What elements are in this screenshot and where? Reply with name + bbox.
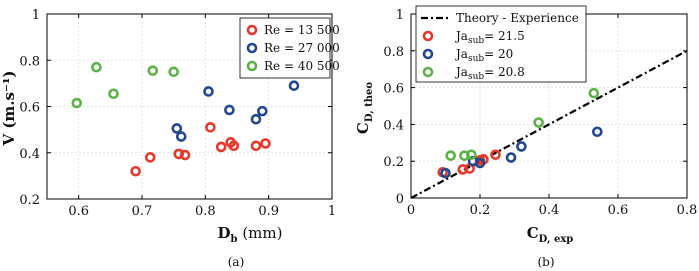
legend-label: $Ja_{sub}= 20.8$ [456,65,525,82]
data-point [535,119,543,127]
x-tick-label: 0.7 [131,204,153,219]
legend-label: $Ja_{sub}= 20$ [456,47,514,64]
chart-b [354,6,697,269]
data-point [252,142,260,150]
legend-label: Re = 27 000 [264,41,340,55]
x-tick-label: 0.6 [607,203,629,218]
legend-label: Theory - Experience [456,11,579,25]
y-tick-label: 0.4 [19,146,40,162]
chart-b-ylabel: $C_{D, theo}$ [354,81,375,135]
chart-b-xlabel: $C_{D, exp}$ [526,224,574,245]
chart-a [0,8,340,269]
chart-a-caption: (a) [227,255,245,269]
y-tick-label: 0.4 [383,118,404,134]
x-tick-label: 0.6 [68,204,90,219]
data-point [517,142,525,150]
x-tick-label: 0.2 [469,203,491,218]
legend-label: $Ja_{sub}= 21.5$ [456,29,525,46]
data-point [225,106,233,114]
data-point [447,152,455,160]
legend-label: Re = 40 500 [264,59,340,73]
data-point [132,167,140,175]
chart-a-xlabel: $D_b$ (mm) [217,224,283,245]
data-point [467,151,475,159]
y-tick-label: 0.8 [383,44,404,60]
data-point [73,99,81,107]
chart-a-ylabel: V (m.s⁻¹) [0,70,18,146]
data-point [149,67,157,75]
data-point [290,82,298,90]
y-tick-label: 0 [395,192,404,207]
data-point [492,151,500,159]
x-tick-label: 0.8 [194,204,216,219]
data-point [206,123,214,131]
data-point [177,133,185,141]
x-tick-label: 1 [327,204,337,219]
data-point [217,143,225,151]
chart-b-points [439,89,602,177]
x-tick-label: 0 [406,203,416,218]
legend-label: Re = 13 500 [264,23,340,37]
chart-a-legend [240,18,340,78]
y-tick-label: 0.8 [19,54,40,70]
data-point [262,140,270,148]
data-point [181,151,189,159]
x-tick-label: 0.4 [538,203,560,218]
data-point [92,63,100,71]
y-tick-label: 0.2 [383,155,404,171]
y-tick-label: 0.2 [19,193,40,208]
data-point [205,87,213,95]
chart-a-points [73,63,298,175]
chart-b-caption: (b) [537,255,555,269]
data-point [507,154,515,162]
y-tick-label: 1 [395,8,404,23]
x-tick-label: 0.9 [258,204,280,219]
data-point [593,128,601,136]
data-point [252,115,260,123]
data-point [110,90,118,98]
data-point [590,89,598,97]
x-tick-label: 0.8 [676,203,698,218]
y-tick-label: 0.6 [19,100,40,116]
data-point [170,68,178,76]
y-tick-label: 0.6 [383,81,404,97]
chart-b-legend [416,6,586,82]
y-tick-label: 1 [31,8,40,23]
data-point [146,153,154,161]
data-point [258,107,266,115]
data-point [173,124,181,132]
